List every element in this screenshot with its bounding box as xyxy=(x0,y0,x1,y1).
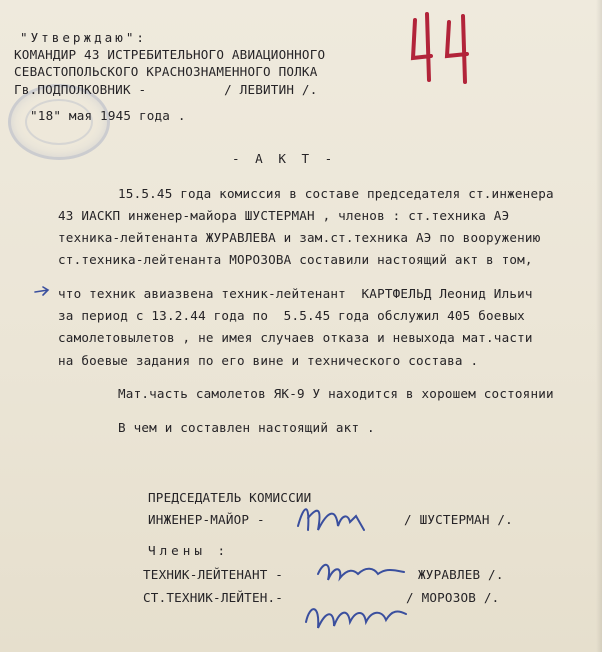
member2-rank: СТ.ТЕХНИК-ЛЕЙТЕН.- xyxy=(143,590,284,605)
handwritten-page-number-icon xyxy=(405,8,480,86)
approval-commander-line: КОМАНДИР 43 ИСТРЕБИТЕЛЬНОГО АВИАЦИОННОГО xyxy=(14,47,326,62)
body-line-4: ст.техника-лейтенанта МОРОЗОВА составили настоящий акт в том, xyxy=(58,252,533,267)
approval-heading: "Утверждаю": xyxy=(20,30,147,45)
closing-paragraph: В чем и составлен настоящий акт . xyxy=(118,420,375,435)
member1-rank: ТЕХНИК-ЛЕЙТЕНАНТ - xyxy=(143,567,284,582)
body-line-8: на боевые задания по его вине и технического состава . xyxy=(58,353,479,368)
body-line-6: за период с 13.2.44 года по 5.5.45 года обслужил 405 боевых xyxy=(58,308,525,323)
margin-mark-icon xyxy=(33,285,51,299)
condition-paragraph: Мат.часть самолетов ЯК-9 У находится в хорошем состоянии xyxy=(118,386,554,401)
member1-name: ЖУРАВЛЕВ /. xyxy=(418,567,504,582)
body-line-7: самолетовылетов , не имея случаев отказа и невыхода мат.части xyxy=(58,330,533,345)
approval-rank-line: Гв.ПОДПОЛКОВНИК - / ЛЕВИТИН /. xyxy=(14,82,318,97)
body-line-2: 43 ИАСКП инженер-майора ШУСТЕРМАН , членов : ст.техника АЭ xyxy=(58,208,510,223)
member1-signature-icon xyxy=(314,556,414,588)
chair-title: ПРЕДСЕДАТЕЛЬ КОМИССИИ xyxy=(148,490,312,505)
page-edge-shadow xyxy=(596,0,602,652)
body-line-5: что техник авиазвена техник-лейтенант КАРТФЕЛЬД Леонид Ильич xyxy=(58,286,533,301)
chair-signature-icon xyxy=(292,496,378,540)
chair-rank: ИНЖЕНЕР-МАЙОР - xyxy=(148,512,265,527)
body-line-3: техника-лейтенанта ЖУРАВЛЕВА и зам.ст.техника АЭ по вооружению xyxy=(58,230,541,245)
document-title: - А К Т - xyxy=(232,151,337,166)
body-line-1: 15.5.45 года комиссия в составе председателя ст.инженера xyxy=(118,186,554,201)
chair-name: / ШУСТЕРМАН /. xyxy=(404,512,513,527)
members-label: Члены : xyxy=(148,543,230,558)
member2-name: / МОРОЗОВ /. xyxy=(406,590,500,605)
member2-signature-icon xyxy=(300,592,412,642)
approval-date-line: "18" мая 1945 года . xyxy=(30,108,186,123)
approval-regiment-line: СЕВАСТОПОЛЬСКОГО КРАСНОЗНАМЕННОГО ПОЛКА xyxy=(14,64,318,79)
